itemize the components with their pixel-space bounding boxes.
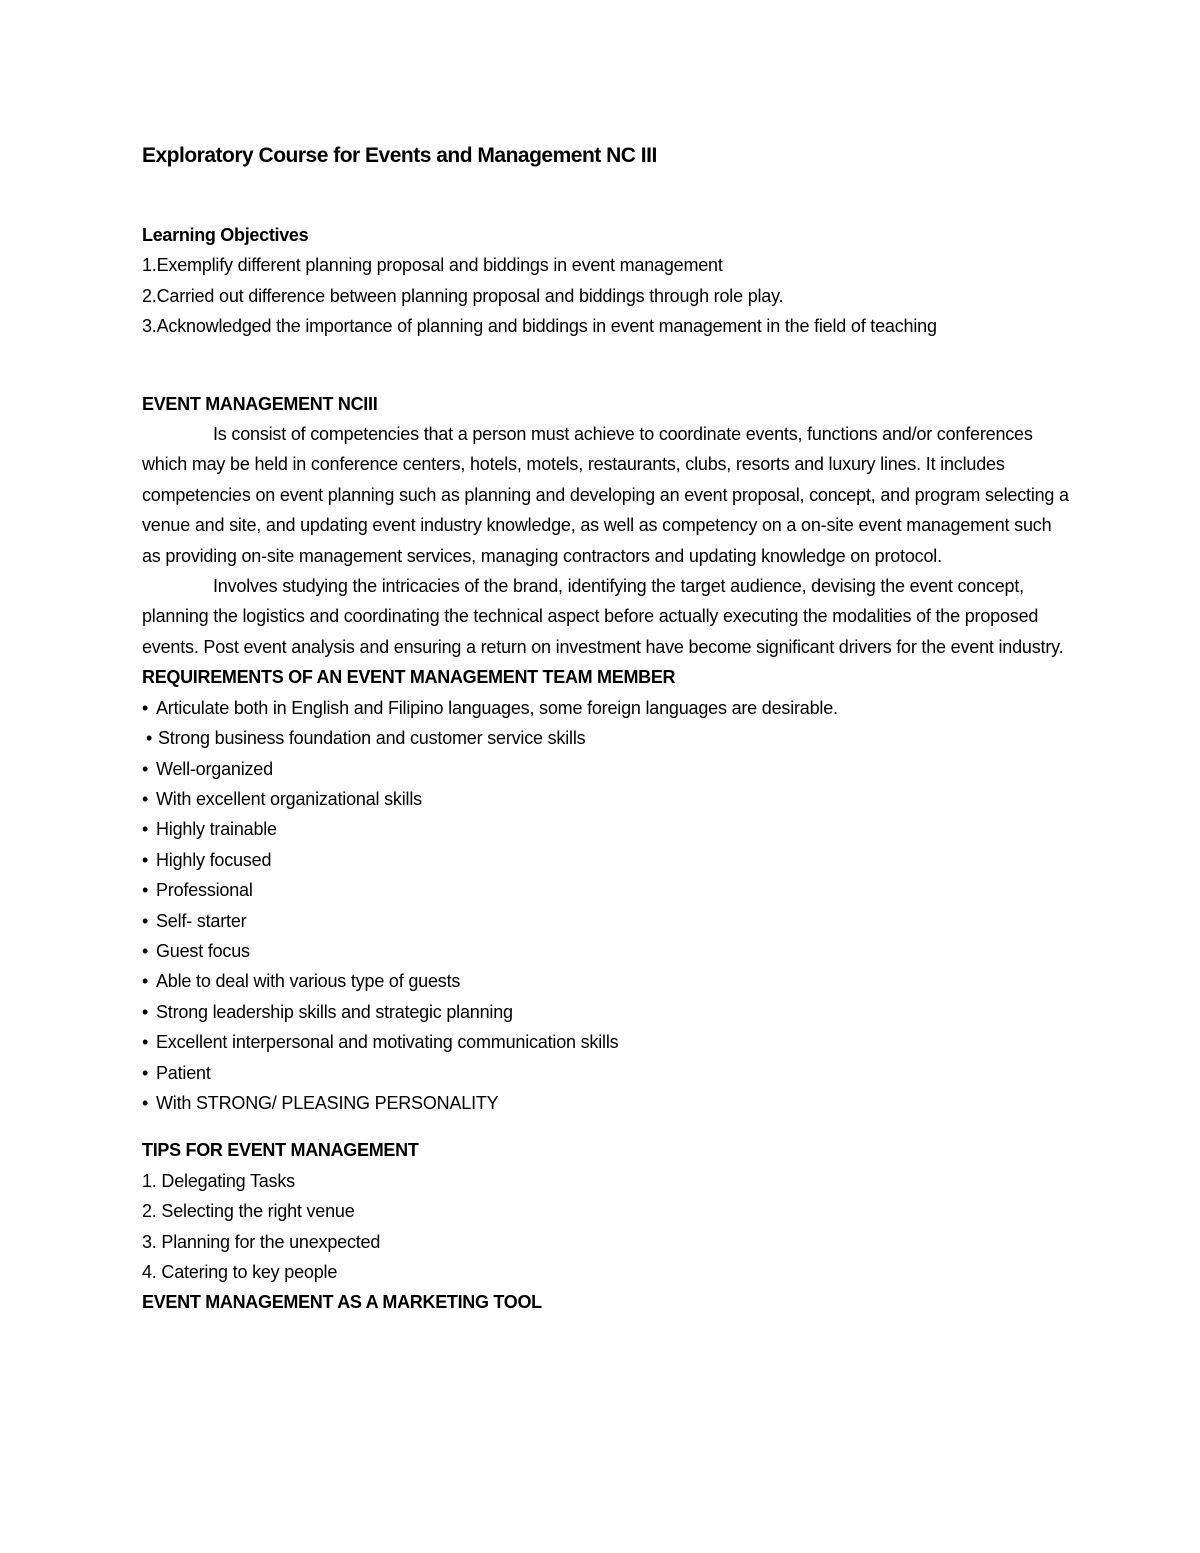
requirement-text: Patient	[156, 1062, 211, 1083]
bullet-icon: •	[142, 849, 149, 870]
requirement-text: Highly focused	[156, 849, 272, 870]
tip-item: 4. Catering to key people	[142, 1262, 338, 1282]
requirement-item	[142, 1027, 1072, 1057]
requirement-item	[142, 754, 1072, 784]
bullet-icon: •	[142, 910, 149, 931]
requirement-text: Articulate both in English and Filipino languages, some foreign languages are desirable.	[156, 697, 838, 718]
bullet-icon: •	[142, 1032, 149, 1053]
marketing-heading: EVENT MANAGEMENT AS A MARKETING TOOL	[142, 1292, 542, 1313]
bullet-icon: •	[142, 971, 149, 992]
requirements-heading: REQUIREMENTS OF AN EVENT MANAGEMENT TEAM MEMBER	[142, 667, 676, 688]
bullet-icon: •	[142, 940, 149, 961]
event-management-paragraph-2: Involves studying the intricacies of the brand, identifying the target audience, devising the event concept, planning the logistics and coordinating the technical aspect before actually executing the modalities of the proposed events. Post event analysis and ensuring a return on investment have become significant drivers for the event industry.	[142, 576, 1064, 657]
tip-item: 1. Delegating Tasks	[142, 1170, 295, 1191]
objective-item: 1.Exemplify different planning proposal and biddings in event management	[142, 255, 723, 276]
bullet-icon: •	[146, 728, 153, 749]
bullet-icon: •	[142, 758, 149, 779]
bullet-icon: •	[142, 1092, 149, 1113]
requirement-item	[142, 693, 1072, 723]
bullet-icon: •	[142, 697, 149, 718]
tip-item: 3. Planning for the unexpected	[142, 1231, 381, 1252]
requirement-item	[142, 845, 1072, 875]
tips-list	[142, 1166, 1072, 1288]
document-content	[142, 140, 1072, 1318]
tips-heading: TIPS FOR EVENT MANAGEMENT	[142, 1140, 419, 1161]
document-title: Exploratory Course for Events and Management NC III	[142, 144, 657, 167]
requirement-text: With excellent organizational skills	[156, 788, 422, 809]
learning-objectives-heading: Learning Objectives	[142, 225, 309, 245]
requirement-item	[142, 875, 1072, 905]
requirement-text: Strong business foundation and customer service skills	[158, 728, 586, 749]
requirement-text: Strong leadership skills and strategic planning	[156, 1001, 513, 1022]
bullet-icon: •	[142, 788, 149, 809]
objective-item: 2.Carried out difference between planning proposal and biddings through role play.	[142, 285, 784, 306]
requirement-item	[142, 997, 1072, 1027]
requirement-text: Excellent interpersonal and motivating communication skills	[156, 1032, 619, 1053]
bullet-icon: •	[142, 880, 149, 901]
requirement-item	[142, 814, 1072, 844]
requirement-item	[142, 936, 1072, 966]
requirement-text: Self- starter	[156, 910, 247, 931]
objective-item: 3.Acknowledged the importance of planning and biddings in event management in the field of teaching	[142, 316, 937, 337]
event-management-heading: EVENT MANAGEMENT NCIII	[142, 393, 378, 414]
bullet-icon: •	[142, 1001, 149, 1022]
bullet-icon: •	[142, 1062, 149, 1083]
requirement-item	[142, 723, 1072, 753]
requirement-text: Professional	[156, 880, 253, 901]
requirement-text: Highly trainable	[156, 819, 277, 840]
requirements-list	[142, 693, 1072, 1119]
requirement-text: Guest focus	[156, 940, 250, 961]
tip-item: 2. Selecting the right venue	[142, 1201, 355, 1222]
bullet-icon: •	[142, 819, 149, 840]
requirement-text: Able to deal with various type of guests	[156, 971, 461, 992]
requirement-text: With STRONG/ PLEASING PERSONALITY	[156, 1092, 499, 1113]
requirement-text: Well-organized	[156, 758, 273, 779]
requirement-item	[142, 784, 1072, 814]
requirement-item	[142, 966, 1072, 996]
requirement-item	[142, 1058, 1072, 1088]
event-management-paragraph-1: Is consist of competencies that a person must achieve to coordinate events, functions and/or conferences which may be held in conference centers, hotels, motels, restaurants, clubs, resorts and luxury lines. It includes competencies on event planning such as planning and developing an event proposal, concept, and program selecting a venue and site, and updating event industry knowledge, as well as competency on a on-site event management such as providing on-site management services, managing contractors and updating knowledge on protocol.	[142, 424, 1069, 566]
requirement-item	[142, 906, 1072, 936]
requirement-item	[142, 1088, 1072, 1118]
